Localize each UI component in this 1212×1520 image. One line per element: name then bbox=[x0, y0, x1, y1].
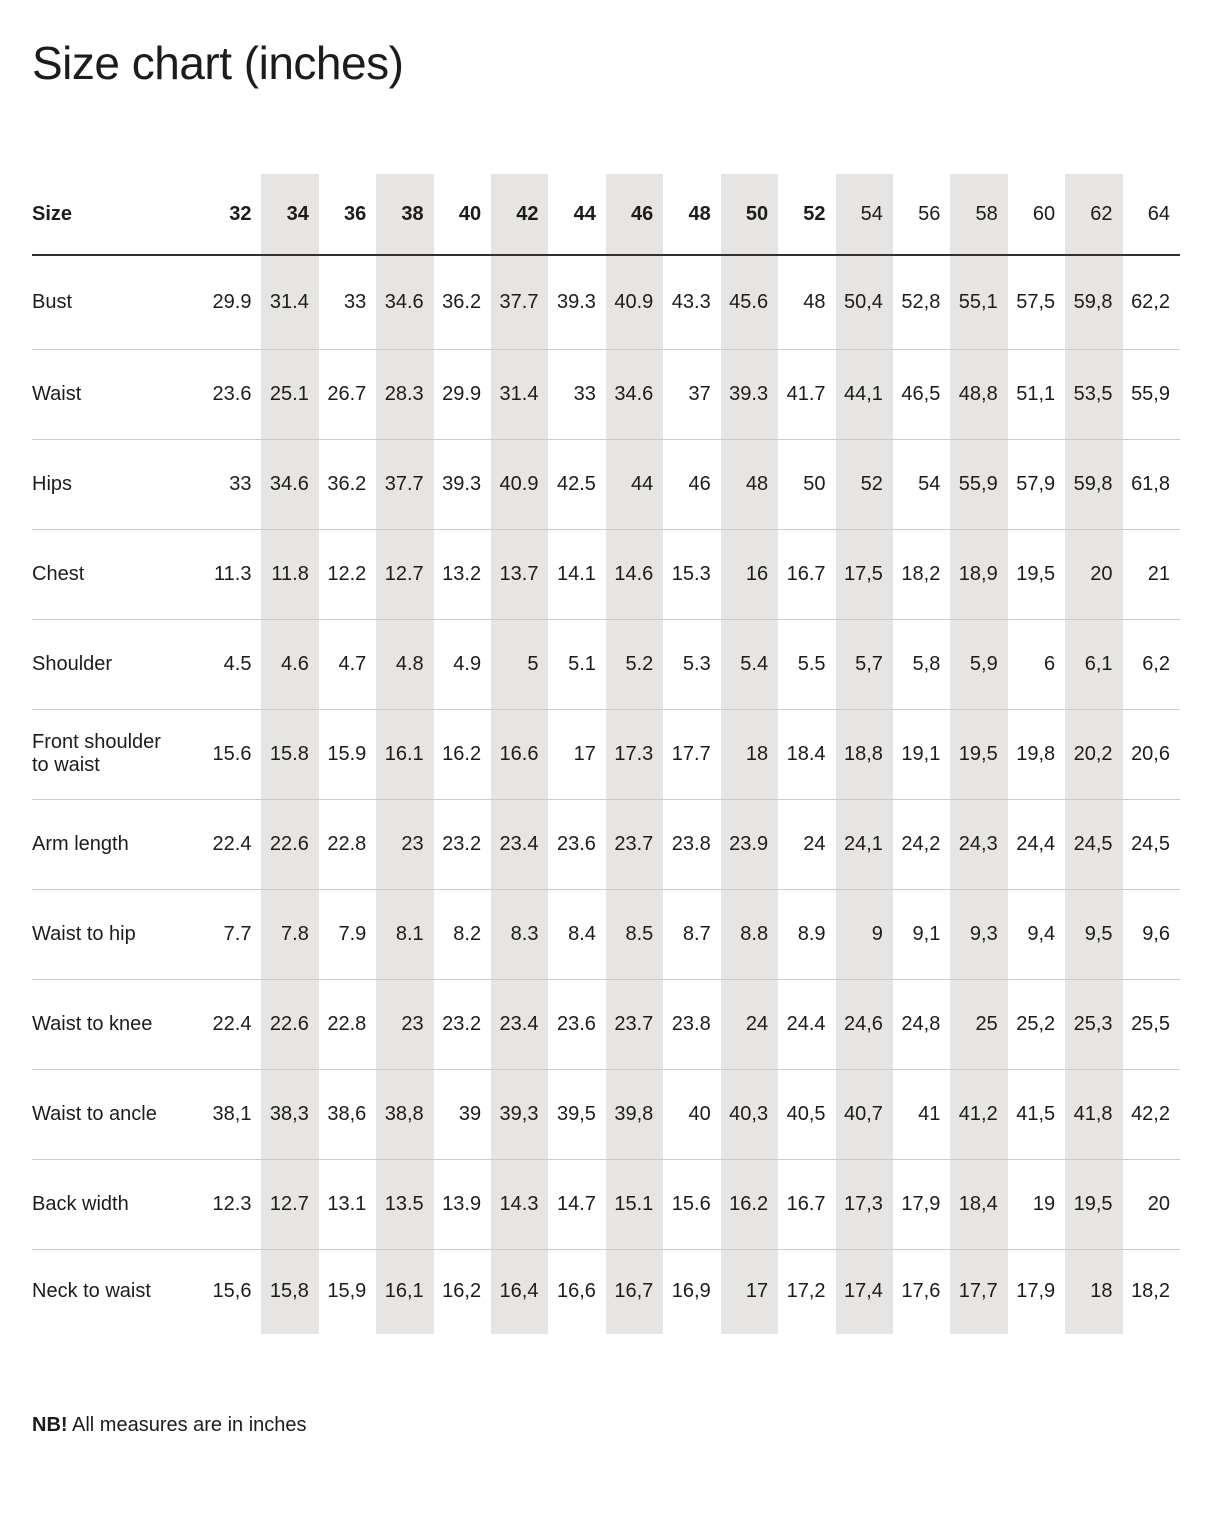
row-label: Waist bbox=[32, 349, 204, 439]
measure-cell: 8.9 bbox=[778, 889, 835, 979]
measure-cell: 46,5 bbox=[893, 349, 950, 439]
table-row bbox=[32, 349, 1180, 439]
measure-cell: 50,4 bbox=[836, 255, 893, 349]
table-row bbox=[32, 1249, 1180, 1334]
measure-cell: 24,5 bbox=[1123, 799, 1180, 889]
measure-cell: 8.2 bbox=[434, 889, 491, 979]
size-chart-table bbox=[32, 174, 1180, 1334]
table-row bbox=[32, 889, 1180, 979]
measure-cell: 21 bbox=[1123, 529, 1180, 619]
measure-cell: 44,1 bbox=[836, 349, 893, 439]
measure-cell: 6,2 bbox=[1123, 619, 1180, 709]
size-header-64: 64 bbox=[1123, 174, 1180, 255]
measure-cell: 19,5 bbox=[950, 709, 1007, 799]
measure-cell: 14.6 bbox=[606, 529, 663, 619]
size-header-40: 40 bbox=[434, 174, 491, 255]
measure-cell: 39.3 bbox=[548, 255, 605, 349]
measure-cell: 23.2 bbox=[434, 799, 491, 889]
measure-cell: 39,5 bbox=[548, 1069, 605, 1159]
measure-cell: 50 bbox=[778, 439, 835, 529]
measure-cell: 13.9 bbox=[434, 1159, 491, 1249]
measure-cell: 17,9 bbox=[1016, 1280, 1056, 1303]
measure-cell: 38,3 bbox=[261, 1069, 318, 1159]
measure-cell: 20 bbox=[1065, 529, 1122, 619]
measure-cell: 15.6 bbox=[204, 709, 261, 799]
measure-cell: 25.1 bbox=[261, 349, 318, 439]
measure-cell: 16,7 bbox=[606, 1249, 663, 1334]
measure-cell: 5.3 bbox=[663, 619, 720, 709]
measure-cell: 9,6 bbox=[1123, 889, 1180, 979]
measure-cell: 29.9 bbox=[434, 349, 491, 439]
measure-cell: 12.2 bbox=[319, 529, 376, 619]
size-header-34: 34 bbox=[261, 174, 318, 255]
measure-cell: 24,5 bbox=[1065, 799, 1122, 889]
table-row bbox=[32, 709, 1180, 799]
measure-cell: 51,1 bbox=[1008, 349, 1065, 439]
measure-cell: 23.6 bbox=[548, 799, 605, 889]
measure-cell: 24,3 bbox=[950, 799, 1007, 889]
measure-cell: 23 bbox=[376, 799, 433, 889]
measure-cell: 31.4 bbox=[491, 349, 548, 439]
measure-cell: 37.7 bbox=[491, 255, 548, 349]
measure-cell: 18 bbox=[721, 709, 778, 799]
measure-cell: 61,8 bbox=[1123, 439, 1180, 529]
measure-cell: 23.8 bbox=[663, 979, 720, 1069]
table-row bbox=[32, 255, 1180, 349]
measure-cell: 16.2 bbox=[434, 709, 491, 799]
measure-cell: 23.2 bbox=[434, 979, 491, 1069]
size-header-48: 48 bbox=[663, 174, 720, 255]
row-label: Waist to hip bbox=[32, 889, 204, 979]
measure-cell: 22.4 bbox=[204, 799, 261, 889]
measure-cell: 23.7 bbox=[606, 979, 663, 1069]
measure-cell: 46 bbox=[663, 439, 720, 529]
measure-cell: 5.1 bbox=[548, 619, 605, 709]
measure-cell: 22.8 bbox=[319, 799, 376, 889]
measure-cell: 20 bbox=[1123, 1159, 1180, 1249]
measure-cell: 20,2 bbox=[1065, 709, 1122, 799]
measure-cell: 24 bbox=[778, 799, 835, 889]
size-header-52: 52 bbox=[778, 174, 835, 255]
measure-cell: 38,1 bbox=[204, 1069, 261, 1159]
measure-cell: 16,2 bbox=[442, 1280, 482, 1303]
measure-cell: 42,2 bbox=[1123, 1069, 1180, 1159]
measure-cell: 40 bbox=[663, 1069, 720, 1159]
measure-cell: 40,5 bbox=[778, 1069, 835, 1159]
measure-cell: 43.3 bbox=[663, 255, 720, 349]
table-row bbox=[32, 1069, 1180, 1159]
measure-cell: 8.8 bbox=[721, 889, 778, 979]
measure-cell: 13.7 bbox=[491, 529, 548, 619]
measure-cell: 7.7 bbox=[204, 889, 261, 979]
measure-cell: 14.1 bbox=[548, 529, 605, 619]
measure-cell: 23.6 bbox=[548, 979, 605, 1069]
measure-cell: 9 bbox=[836, 889, 893, 979]
row-label: Chest bbox=[32, 529, 204, 619]
measure-cell: 38,6 bbox=[319, 1069, 376, 1159]
measure-cell: 16.1 bbox=[376, 709, 433, 799]
measure-cell: 57,9 bbox=[1008, 439, 1065, 529]
measure-cell: 24,1 bbox=[836, 799, 893, 889]
measure-cell: 22.6 bbox=[261, 799, 318, 889]
table-row bbox=[32, 799, 1180, 889]
size-header-44: 44 bbox=[548, 174, 605, 255]
table-row bbox=[32, 529, 1180, 619]
measure-cell: 23.6 bbox=[204, 349, 261, 439]
size-column-header: Size bbox=[32, 174, 204, 255]
measure-cell: 39.3 bbox=[434, 439, 491, 529]
measure-cell: 5 bbox=[491, 619, 548, 709]
measure-cell: 54 bbox=[893, 439, 950, 529]
measure-cell: 20,6 bbox=[1123, 709, 1180, 799]
measure-cell: 16.2 bbox=[721, 1159, 778, 1249]
measure-cell: 28.3 bbox=[376, 349, 433, 439]
measure-cell: 24,6 bbox=[836, 979, 893, 1069]
measure-cell: 36.2 bbox=[319, 439, 376, 529]
measure-cell: 37.7 bbox=[376, 439, 433, 529]
measure-cell: 48 bbox=[778, 255, 835, 349]
measure-cell: 40.9 bbox=[491, 439, 548, 529]
measure-cell: 62,2 bbox=[1123, 255, 1180, 349]
measure-cell: 36.2 bbox=[434, 255, 491, 349]
measure-cell: 15,6 bbox=[212, 1280, 252, 1303]
measure-cell: 44 bbox=[606, 439, 663, 529]
measure-cell: 7.8 bbox=[261, 889, 318, 979]
measure-cell: 4.9 bbox=[434, 619, 491, 709]
measure-cell: 33 bbox=[319, 255, 376, 349]
measure-cell: 18,4 bbox=[950, 1159, 1007, 1249]
measure-cell: 9,1 bbox=[893, 889, 950, 979]
size-header-42: 42 bbox=[491, 174, 548, 255]
measure-cell: 15.6 bbox=[663, 1159, 720, 1249]
measure-cell: 17,5 bbox=[836, 529, 893, 619]
size-header-54: 54 bbox=[836, 174, 893, 255]
measure-cell: 16,1 bbox=[376, 1249, 433, 1334]
table-row bbox=[32, 979, 1180, 1069]
measure-cell: 33 bbox=[548, 349, 605, 439]
measure-cell: 5.2 bbox=[606, 619, 663, 709]
measure-cell: 23.7 bbox=[606, 799, 663, 889]
row-label: Waist to knee bbox=[32, 979, 204, 1069]
size-header-62: 62 bbox=[1065, 174, 1122, 255]
measure-cell: 22.6 bbox=[261, 979, 318, 1069]
measure-cell: 12.7 bbox=[376, 529, 433, 619]
measure-cell: 4.8 bbox=[376, 619, 433, 709]
measure-cell: 26.7 bbox=[319, 349, 376, 439]
measure-cell: 18.4 bbox=[778, 709, 835, 799]
size-header-56: 56 bbox=[893, 174, 950, 255]
measure-cell: 25 bbox=[950, 979, 1007, 1069]
measure-cell: 17.7 bbox=[663, 709, 720, 799]
measure-cell: 39 bbox=[434, 1069, 491, 1159]
measure-cell: 52,8 bbox=[893, 255, 950, 349]
row-label: Hips bbox=[32, 439, 204, 529]
measure-cell: 39.3 bbox=[721, 349, 778, 439]
measure-cell: 17 bbox=[548, 709, 605, 799]
measure-cell: 22.8 bbox=[319, 979, 376, 1069]
measure-cell: 24 bbox=[721, 979, 778, 1069]
table-row bbox=[32, 439, 1180, 529]
measure-cell: 14.7 bbox=[548, 1159, 605, 1249]
measure-cell: 41 bbox=[893, 1069, 950, 1159]
measure-cell: 23.8 bbox=[663, 799, 720, 889]
measure-cell: 45.6 bbox=[721, 255, 778, 349]
row-label: Waist to ancle bbox=[32, 1069, 204, 1159]
measure-cell: 15.9 bbox=[319, 709, 376, 799]
measure-cell: 18 bbox=[1065, 1249, 1122, 1334]
measure-cell: 18,8 bbox=[836, 709, 893, 799]
measure-cell: 9,5 bbox=[1065, 889, 1122, 979]
measure-cell: 24,2 bbox=[893, 799, 950, 889]
measure-cell: 8.7 bbox=[663, 889, 720, 979]
measure-cell: 16,6 bbox=[556, 1280, 596, 1303]
size-header-46: 46 bbox=[606, 174, 663, 255]
size-header-58: 58 bbox=[950, 174, 1007, 255]
row-label: Shoulder bbox=[32, 619, 204, 709]
size-header-32: 32 bbox=[204, 174, 261, 255]
measure-cell: 24,8 bbox=[893, 979, 950, 1069]
measure-cell: 17,2 bbox=[786, 1280, 826, 1303]
measure-cell: 34.6 bbox=[376, 255, 433, 349]
measure-cell: 5.4 bbox=[721, 619, 778, 709]
measure-cell: 14.3 bbox=[491, 1159, 548, 1249]
measure-cell: 53,5 bbox=[1065, 349, 1122, 439]
measure-cell: 41,5 bbox=[1008, 1069, 1065, 1159]
measure-cell: 24.4 bbox=[778, 979, 835, 1069]
size-header-38: 38 bbox=[376, 174, 433, 255]
measure-cell: 23.9 bbox=[721, 799, 778, 889]
measure-cell: 8.3 bbox=[491, 889, 548, 979]
table-header-row bbox=[32, 174, 1180, 255]
measure-cell: 17,9 bbox=[893, 1159, 950, 1249]
measure-cell: 6,1 bbox=[1065, 619, 1122, 709]
row-label: Bust bbox=[32, 255, 204, 349]
measure-cell: 19,8 bbox=[1008, 709, 1065, 799]
size-header-50: 50 bbox=[721, 174, 778, 255]
measure-cell: 19 bbox=[1008, 1159, 1065, 1249]
measure-cell: 39,8 bbox=[606, 1069, 663, 1159]
measure-cell: 17,3 bbox=[836, 1159, 893, 1249]
measure-cell: 16.6 bbox=[491, 709, 548, 799]
table-body bbox=[32, 255, 1180, 1334]
measure-cell: 9,3 bbox=[950, 889, 1007, 979]
footnote-text: All measures are in inches bbox=[67, 1414, 307, 1436]
table-row bbox=[32, 1159, 1180, 1249]
measure-cell: 13.1 bbox=[319, 1159, 376, 1249]
measure-cell: 55,9 bbox=[1123, 349, 1180, 439]
measure-cell: 37 bbox=[663, 349, 720, 439]
measure-cell: 16 bbox=[721, 529, 778, 619]
row-label: Front shoulder to waist bbox=[32, 709, 204, 799]
measure-cell: 5,8 bbox=[893, 619, 950, 709]
measure-cell: 15.1 bbox=[606, 1159, 663, 1249]
measure-cell: 16.7 bbox=[778, 1159, 835, 1249]
measure-cell: 17.3 bbox=[606, 709, 663, 799]
measure-cell: 15,8 bbox=[261, 1249, 318, 1334]
measure-cell: 23 bbox=[376, 979, 433, 1069]
measure-cell: 17 bbox=[721, 1249, 778, 1334]
measure-cell: 40,3 bbox=[721, 1069, 778, 1159]
table-row bbox=[32, 619, 1180, 709]
measure-cell: 8.1 bbox=[376, 889, 433, 979]
size-header-60: 60 bbox=[1008, 174, 1065, 255]
measure-cell: 15,9 bbox=[327, 1280, 367, 1303]
measure-cell: 5.5 bbox=[778, 619, 835, 709]
measure-cell: 7.9 bbox=[319, 889, 376, 979]
measure-cell: 48,8 bbox=[950, 349, 1007, 439]
size-header-36: 36 bbox=[319, 174, 376, 255]
measure-cell: 11.3 bbox=[204, 529, 261, 619]
measure-cell: 29.9 bbox=[204, 255, 261, 349]
page-title: Size chart (inches) bbox=[32, 37, 404, 89]
measure-cell: 40.9 bbox=[606, 255, 663, 349]
measure-cell: 41,2 bbox=[950, 1069, 1007, 1159]
measure-cell: 39,3 bbox=[491, 1069, 548, 1159]
measure-cell: 8.5 bbox=[606, 889, 663, 979]
measure-cell: 19,1 bbox=[893, 709, 950, 799]
measure-cell: 34.6 bbox=[606, 349, 663, 439]
measure-cell: 19,5 bbox=[1065, 1159, 1122, 1249]
row-label: Back width bbox=[32, 1159, 204, 1249]
measure-cell: 4.5 bbox=[204, 619, 261, 709]
measure-cell: 12.7 bbox=[261, 1159, 318, 1249]
measure-cell: 13.2 bbox=[434, 529, 491, 619]
footnote-prefix: NB! bbox=[32, 1414, 68, 1436]
measure-cell: 34.6 bbox=[261, 439, 318, 529]
measure-cell: 13.5 bbox=[376, 1159, 433, 1249]
measure-cell: 41.7 bbox=[778, 349, 835, 439]
measure-cell: 4.6 bbox=[261, 619, 318, 709]
measure-cell: 55,9 bbox=[950, 439, 1007, 529]
row-label: Neck to waist bbox=[32, 1280, 151, 1303]
measure-cell: 25,5 bbox=[1123, 979, 1180, 1069]
measure-cell: 18,2 bbox=[1131, 1280, 1170, 1303]
measure-cell: 23.4 bbox=[491, 799, 548, 889]
footnote bbox=[32, 1414, 1180, 1437]
measure-cell: 59,8 bbox=[1065, 439, 1122, 529]
measure-cell: 12.3 bbox=[204, 1159, 261, 1249]
measure-cell: 48 bbox=[721, 439, 778, 529]
measure-cell: 42.5 bbox=[548, 439, 605, 529]
measure-cell: 40,7 bbox=[836, 1069, 893, 1159]
measure-cell: 5,7 bbox=[836, 619, 893, 709]
measure-cell: 33 bbox=[204, 439, 261, 529]
measure-cell: 6 bbox=[1008, 619, 1065, 709]
measure-cell: 16,4 bbox=[491, 1249, 548, 1334]
measure-cell: 22.4 bbox=[204, 979, 261, 1069]
measure-cell: 19,5 bbox=[1008, 529, 1065, 619]
measure-cell: 18,9 bbox=[950, 529, 1007, 619]
measure-cell: 17,6 bbox=[901, 1280, 941, 1303]
measure-cell: 15.3 bbox=[663, 529, 720, 619]
measure-cell: 23.4 bbox=[491, 979, 548, 1069]
measure-cell: 25,2 bbox=[1008, 979, 1065, 1069]
measure-cell: 52 bbox=[836, 439, 893, 529]
measure-cell: 15.8 bbox=[261, 709, 318, 799]
measure-cell: 55,1 bbox=[950, 255, 1007, 349]
measure-cell: 11.8 bbox=[261, 529, 318, 619]
measure-cell: 8.4 bbox=[548, 889, 605, 979]
measure-cell: 4.7 bbox=[319, 619, 376, 709]
row-label: Arm length bbox=[32, 799, 204, 889]
measure-cell: 25,3 bbox=[1065, 979, 1122, 1069]
measure-cell: 38,8 bbox=[376, 1069, 433, 1159]
measure-cell: 57,5 bbox=[1008, 255, 1065, 349]
measure-cell: 17,7 bbox=[950, 1249, 1007, 1334]
measure-cell: 17,4 bbox=[836, 1249, 893, 1334]
measure-cell: 5,9 bbox=[950, 619, 1007, 709]
measure-cell: 9,4 bbox=[1008, 889, 1065, 979]
measure-cell: 18,2 bbox=[893, 529, 950, 619]
measure-cell: 16,9 bbox=[671, 1280, 711, 1303]
measure-cell: 59,8 bbox=[1065, 255, 1122, 349]
measure-cell: 24,4 bbox=[1008, 799, 1065, 889]
measure-cell: 31.4 bbox=[261, 255, 318, 349]
measure-cell: 41,8 bbox=[1065, 1069, 1122, 1159]
measure-cell: 16.7 bbox=[778, 529, 835, 619]
